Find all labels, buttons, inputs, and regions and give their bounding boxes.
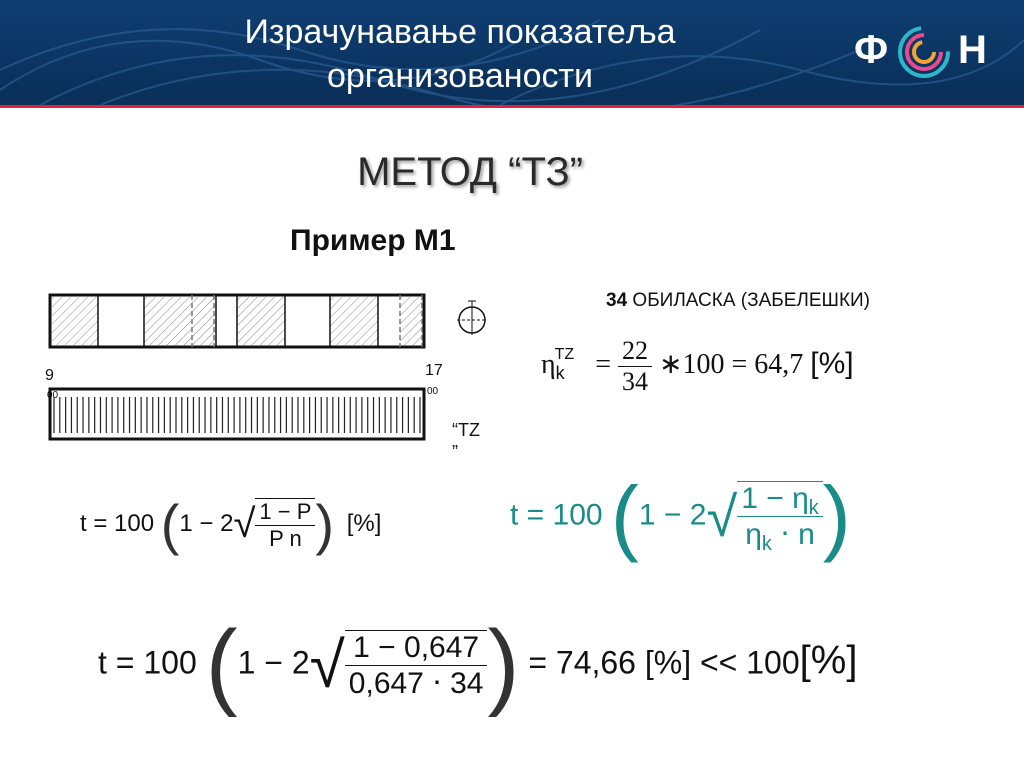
general-formula: [80, 492, 381, 557]
hatched-segment: [144, 297, 192, 345]
result-numerator: 1 − 0,647: [345, 630, 488, 666]
eta-general-inner: 1 − 2: [638, 498, 707, 532]
start-min-label: 00: [47, 390, 59, 401]
eta-subscript: k: [555, 362, 565, 383]
observations-label: ОБИЛАСКА (ЗАБЕЛЕШКИ): [627, 290, 871, 311]
sqrt-sign: √: [233, 502, 256, 546]
end-hour-label: 17: [425, 362, 443, 379]
method-heading: МЕТОД “ТЗ”: [357, 150, 583, 194]
eta-general-formula: [510, 468, 851, 565]
eta-superscript: TZ: [554, 345, 575, 363]
result-denominator: 0,647 ⋅ 34: [348, 666, 484, 700]
logo-letter-f: Ф: [854, 28, 889, 72]
left-paren: (: [610, 469, 639, 563]
hatched-segment: [192, 297, 216, 345]
end-min-label: 00: [427, 386, 439, 397]
eta-formula: [541, 336, 854, 397]
example-heading: Пример М1: [290, 224, 456, 257]
right-paren: ): [315, 493, 335, 556]
eta-numerator: 22: [618, 336, 652, 367]
general-lhs: t = 100: [80, 509, 155, 537]
left-paren: (: [205, 611, 238, 718]
right-paren: ): [487, 611, 520, 718]
general-unit: [%]: [346, 509, 382, 537]
hatched-segment: [237, 297, 285, 345]
sqrt-sign: √: [309, 629, 345, 701]
eta-general-numerator: $1 - \eta_k$: [737, 481, 823, 517]
result-rhs: = 74,66 [%] << 100: [528, 644, 800, 681]
eta-unit: [%]: [810, 346, 854, 380]
left-paren: (: [160, 493, 180, 556]
eta-denominator: 34: [622, 367, 648, 396]
tz-label-close: ”: [452, 442, 458, 462]
page-title: Израчунавање показатеља организованости: [244, 13, 676, 95]
general-denominator: P n: [269, 525, 302, 551]
eta-symbol: η: [541, 348, 556, 380]
hatched-segment: [400, 297, 422, 345]
sqrt-sign: √: [706, 485, 738, 548]
eta-general-denominator: $\eta_k \cdot n$: [745, 518, 815, 555]
clock-icon: [457, 301, 487, 335]
result-fraction: [345, 630, 488, 701]
result-inner: 1 − 2: [237, 644, 310, 681]
observations-count: 34: [606, 290, 628, 311]
observations-note: [606, 290, 870, 312]
eta-general-fraction: [737, 481, 823, 555]
result-unit: [%]: [799, 638, 858, 683]
result-formula: [98, 610, 857, 720]
logo-rings-icon: [896, 24, 952, 80]
fon-logo: [852, 24, 1002, 84]
logo-letter-n: Н: [958, 28, 987, 72]
eta-result: ∗100 = 64,7: [659, 348, 804, 380]
eta-equals: =: [595, 348, 611, 380]
start-hour-label: 9: [45, 367, 54, 384]
hatched-segment: [52, 297, 98, 345]
header-divider: [0, 105, 1024, 108]
eta-fraction: [618, 336, 652, 397]
header-bar: [0, 0, 1024, 105]
general-fraction: [255, 498, 315, 552]
eta-general-lhs: t = 100: [510, 498, 603, 532]
general-numerator: 1 − P: [255, 498, 315, 526]
right-paren: ): [822, 469, 851, 563]
tz-label: “TZ: [452, 420, 480, 440]
general-inner: 1 − 2: [179, 509, 234, 537]
hatched-segment: [330, 297, 378, 345]
result-lhs: t = 100: [98, 644, 197, 681]
